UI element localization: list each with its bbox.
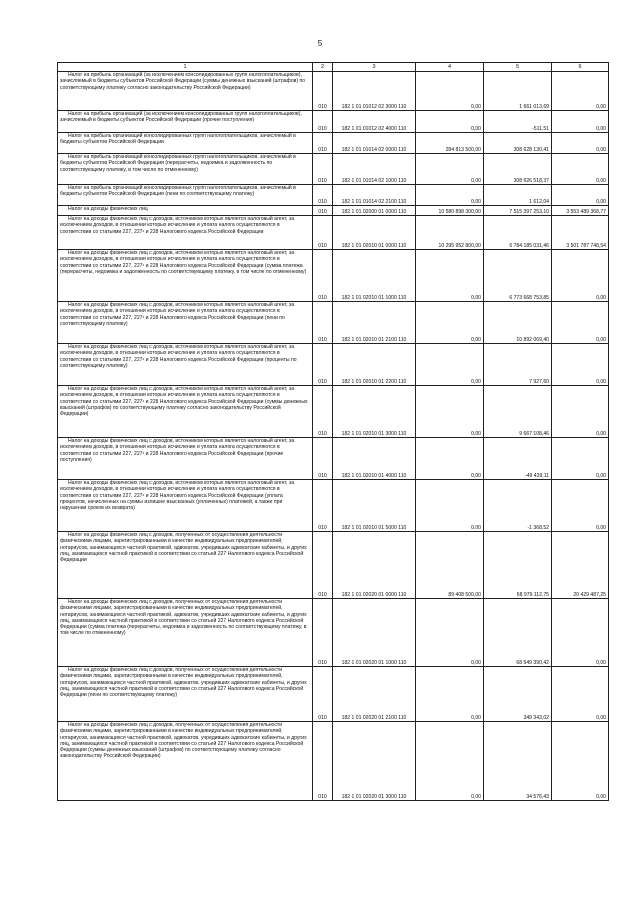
row-remaining-value: 0,00 xyxy=(552,599,609,667)
row-executed-value: 349 343,02 xyxy=(484,667,552,722)
row-remaining-value: 3 553 489 368,77 xyxy=(552,206,609,216)
row-code: 010 xyxy=(313,667,333,722)
row-kbk: 182 1 01 02010 01 2200 110 xyxy=(333,344,416,386)
row-remaining-value: 0,00 xyxy=(552,386,609,438)
row-kbk: 182 1 01 02020 01 1000 110 xyxy=(333,599,416,667)
row-kbk: 182 1 01 02010 01 1000 110 xyxy=(333,250,416,302)
row-name: Налог на доходы физических лиц с доходов, полученных от осуществления деятельности физическими лицами, зарегистрированными в качестве индивидуальных предпринимателей, нотариусов, занимающихся частной практикой, адвокатов, учредивших адвокатские кабинеты, и других лиц, занимающихся частной практикой в соответствии со статьей 227 Налогового кодекса Российской Федерации (суммы денежных взысканий (штрафов) по соответствующему платежу согласно законодательству Российской Федерации) xyxy=(58,722,313,801)
row-plan-value: 0,00 xyxy=(416,72,484,111)
row-executed-value: -511,51 xyxy=(484,111,552,133)
row-code: 010 xyxy=(313,532,333,599)
row-code: 010 xyxy=(313,72,333,111)
row-plan-value: 0,00 xyxy=(416,344,484,386)
row-name: Налог на доходы физических лиц с доходов, источником которых является налоговый агент, за исключением доходов, в отношении которых исчисление и уплата налога осуществляются в соответствии со статьями 227, 227¹ и 228 Налогового кодекса Российской Федерации (сумма платежа (перерасчеты, недоимка и задолженность по соответствующему платежу, в том числе по отмененному) xyxy=(58,250,313,302)
row-remaining-value: 0,00 xyxy=(552,250,609,302)
row-name: Налог на доходы физических лиц с доходов, источником которых является налоговый агент, за исключением доходов, в отношении которых исчисление и уплата налога осуществляются в соответствии со статьями 227, 227¹ и 228 Налогового кодекса Российской Федерации (уплата процентов, начисленных на суммы излишне взысканных (уплаченных) платежей, а также при нарушении сроков их возврата) xyxy=(58,480,313,532)
row-executed-value: 308 626 518,37 xyxy=(484,154,552,185)
row-name: Налог на доходы физических лиц с доходов, источником которых является налоговый агент, за исключением доходов, в отношении которых исчисление и уплата налога осуществляются в соответствии со статьями 227, 227¹ и 228 Налогового кодекса Российской Федерации (пени по соответствующему платежу) xyxy=(58,302,313,344)
row-code: 010 xyxy=(313,206,333,216)
row-code: 010 xyxy=(313,302,333,344)
table-row xyxy=(58,250,609,302)
row-name: Налог на доходы физических лиц с доходов, источником которых является налоговый агент, за исключением доходов, в отношении которых исчисление и уплата налога осуществляются в соответствии со статьями 227, 227¹ и 228 Налогового кодекса Российской Федерации (проценты по соответствующему платежу) xyxy=(58,344,313,386)
table-row xyxy=(58,344,609,386)
row-name: Налог на прибыль организаций консолидированных групп налогоплательщиков, зачисляемый в бюджеты субъектов Российской Федерации (перерасчеты, недоимка и задолженность по соответствующему платежу, в том числе по отмененному) xyxy=(58,154,313,185)
row-executed-value: 7 515 397 253,10 xyxy=(484,206,552,216)
row-remaining-value: 3 501 787 748,54 xyxy=(552,216,609,250)
row-code: 010 xyxy=(313,216,333,250)
row-executed-value: 10 892 069,40 xyxy=(484,302,552,344)
row-kbk: 182 1 01 01014 02 0000 110 xyxy=(333,133,416,154)
page-number: 5 xyxy=(317,39,323,48)
row-kbk: 182 1 01 02020 01 2100 110 xyxy=(333,667,416,722)
row-executed-value: 9 667 108,46 xyxy=(484,386,552,438)
row-plan-value: 0,00 xyxy=(416,599,484,667)
row-plan-value: 10 580 898 300,00 xyxy=(416,206,484,216)
table-row xyxy=(58,599,609,667)
row-kbk: 182 1 01 02000 01 0000 110 xyxy=(333,206,416,216)
row-kbk: 182 1 01 02010 01 0000 110 xyxy=(333,216,416,250)
row-code: 010 xyxy=(313,386,333,438)
row-code: 010 xyxy=(313,438,333,480)
row-code: 010 xyxy=(313,722,333,801)
row-code: 010 xyxy=(313,480,333,532)
row-name: Налог на доходы физических лиц с доходов, источником которых является налоговый агент, за исключением доходов, в отношении которых исчисление и уплата налога осуществляются в соответствии со статьями 227, 227¹ и 228 Налогового кодекса Российской Федерации (прочие поступления) xyxy=(58,438,313,480)
row-name: Налог на доходы физических лиц с доходов, полученных от осуществления деятельности физическими лицами, зарегистрированными в качестве индивидуальных предпринимателей, нотариусов, занимающихся частной практикой, адвокатов, учредивших адвокатские кабинеты, и других лиц, занимающихся частной практикой в соответствии со статьей 227 Налогового кодекса Российской Федерации (пени по соответствующему платежу) xyxy=(58,667,313,722)
row-kbk: 182 1 01 02010 01 2100 110 xyxy=(333,302,416,344)
row-kbk: 182 1 01 01012 02 4000 110 xyxy=(333,111,416,133)
table-row xyxy=(58,185,609,206)
column-header: 2 xyxy=(313,63,333,72)
row-name: Налог на доходы физических лиц xyxy=(58,206,313,216)
row-remaining-value: 0,00 xyxy=(552,438,609,480)
row-name: Налог на прибыль организаций (за исключением консолидированных групп налогоплательщиков), зачисляемый в бюджеты субъектов Российской Федерации (прочие поступления) xyxy=(58,111,313,133)
row-plan-value: 284 813 500,00 xyxy=(416,133,484,154)
table-row xyxy=(58,667,609,722)
report-table xyxy=(57,62,609,801)
row-remaining-value: 0,00 xyxy=(552,154,609,185)
row-executed-value: 6 784 185 031,46 xyxy=(484,216,552,250)
row-kbk: 182 1 01 02020 01 0000 110 xyxy=(333,532,416,599)
table-row xyxy=(58,111,609,133)
row-plan-value: 0,00 xyxy=(416,111,484,133)
table-row xyxy=(58,216,609,250)
row-executed-value: -49 439,11 xyxy=(484,438,552,480)
table-row xyxy=(58,72,609,111)
row-plan-value: 0,00 xyxy=(416,667,484,722)
row-plan-value: 0,00 xyxy=(416,722,484,801)
row-code: 010 xyxy=(313,154,333,185)
row-remaining-value: 0,00 xyxy=(552,72,609,111)
column-header: 4 xyxy=(416,63,484,72)
row-plan-value: 0,00 xyxy=(416,480,484,532)
row-plan-value: 0,00 xyxy=(416,438,484,480)
row-executed-value: -1 368,52 xyxy=(484,480,552,532)
row-name: Налог на доходы физических лиц с доходов, источником которых является налоговый агент, за исключением доходов, в отношении которых исчисление и уплата налога осуществляются в соответствии со статьями 227, 227¹ и 228 Налогового кодекса Российской Федерации xyxy=(58,216,313,250)
row-remaining-value: 0,00 xyxy=(552,667,609,722)
row-code: 010 xyxy=(313,133,333,154)
table-row xyxy=(58,154,609,185)
row-plan-value: 0,00 xyxy=(416,386,484,438)
table-row xyxy=(58,386,609,438)
column-header: 5 xyxy=(484,63,552,72)
column-header: 3 xyxy=(333,63,416,72)
row-plan-value: 0,00 xyxy=(416,250,484,302)
row-name: Налог на прибыль организаций (за исключением консолидированных групп налогоплательщиков), зачисляемый в бюджеты субъектов Российской Федерации (суммы денежных взысканий (штрафов) по соответствующему платежу согласно законодательству Российской Федерации) xyxy=(58,72,313,111)
row-code: 010 xyxy=(313,185,333,206)
row-name: Налог на доходы физических лиц с доходов, полученных от осуществления деятельности физическими лицами, зарегистрированными в качестве индивидуальных предпринимателей, нотариусов, занимающихся частной практикой, адвокатов, учредивших адвокатские кабинеты, и других лиц, занимающихся частной практикой в соответствии со статьей 227 Налогового кодекса Российской Федерации xyxy=(58,532,313,599)
row-kbk: 182 1 01 02020 01 3000 110 xyxy=(333,722,416,801)
row-remaining-value: 0,00 xyxy=(552,185,609,206)
row-remaining-value: 0,00 xyxy=(552,133,609,154)
row-code: 010 xyxy=(313,344,333,386)
table-row xyxy=(58,480,609,532)
row-kbk: 182 1 01 02010 01 4000 110 xyxy=(333,438,416,480)
row-code: 010 xyxy=(313,599,333,667)
header-row xyxy=(58,63,609,72)
row-executed-value: 68 549 390,42 xyxy=(484,599,552,667)
row-executed-value: 7 927,60 xyxy=(484,344,552,386)
row-name: Налог на прибыль организаций консолидированных групп налогоплательщиков, зачисляемый в бюджеты субъектов Российской Федерации (пени по соответствующему платежу) xyxy=(58,185,313,206)
row-remaining-value: 0,00 xyxy=(552,344,609,386)
table-row xyxy=(58,206,609,216)
row-plan-value: 0,00 xyxy=(416,154,484,185)
row-plan-value: 0,00 xyxy=(416,185,484,206)
row-plan-value: 0,00 xyxy=(416,302,484,344)
table-row xyxy=(58,438,609,480)
table-row xyxy=(58,722,609,801)
row-plan-value: 89 408 500,00 xyxy=(416,532,484,599)
row-name: Налог на доходы физических лиц с доходов, источником которых является налоговый агент, за исключением доходов, в отношении которых исчисление и уплата налога осуществляются в соответствии со статьями 227, 227¹ и 228 Налогового кодекса Российской Федерации (суммы денежных взысканий (штрафов) по соответствующему платежу согласно законодательству Российской Федерации) xyxy=(58,386,313,438)
row-remaining-value: 0,00 xyxy=(552,480,609,532)
row-remaining-value: 0,00 xyxy=(552,302,609,344)
table-row xyxy=(58,133,609,154)
row-code: 010 xyxy=(313,250,333,302)
row-plan-value: 10 295 952 800,00 xyxy=(416,216,484,250)
row-kbk: 182 1 01 01012 02 3000 110 xyxy=(333,72,416,111)
row-code: 010 xyxy=(313,111,333,133)
table-row xyxy=(58,302,609,344)
row-executed-value: 6 773 668 753,85 xyxy=(484,250,552,302)
column-header: 1 xyxy=(58,63,313,72)
row-remaining-value: 0,00 xyxy=(552,111,609,133)
row-kbk: 182 1 01 01014 02 2100 110 xyxy=(333,185,416,206)
row-remaining-value: 0,00 xyxy=(552,722,609,801)
row-executed-value: 1 661 013,69 xyxy=(484,72,552,111)
column-header: 6 xyxy=(552,63,609,72)
row-kbk: 182 1 01 02010 01 3000 110 xyxy=(333,386,416,438)
row-name: Налог на прибыль организаций консолидированных групп налогоплательщиков, зачисляемый в бюджеты субъектов Российской Федерации xyxy=(58,133,313,154)
row-executed-value: 1 612,04 xyxy=(484,185,552,206)
row-executed-value: 34 576,43 xyxy=(484,722,552,801)
row-remaining-value: 20 429 487,25 xyxy=(552,532,609,599)
row-kbk: 182 1 01 02010 01 5000 110 xyxy=(333,480,416,532)
row-executed-value: 68 979 112,75 xyxy=(484,532,552,599)
row-executed-value: 308 628 130,41 xyxy=(484,133,552,154)
row-kbk: 182 1 01 01014 02 1000 110 xyxy=(333,154,416,185)
row-name: Налог на доходы физических лиц с доходов, полученных от осуществления деятельности физическими лицами, зарегистрированными в качестве индивидуальных предпринимателей, нотариусов, занимающихся частной практикой, адвокатов, учредивших адвокатские кабинеты, и других лиц, занимающихся частной практикой в соответствии со статьей 227 Налогового кодекса Российской Федерации (сумма платежа (перерасчеты, недоимка и задолженность по соответствующему платежу, в том числе по отмененному) xyxy=(58,599,313,667)
table-row xyxy=(58,532,609,599)
